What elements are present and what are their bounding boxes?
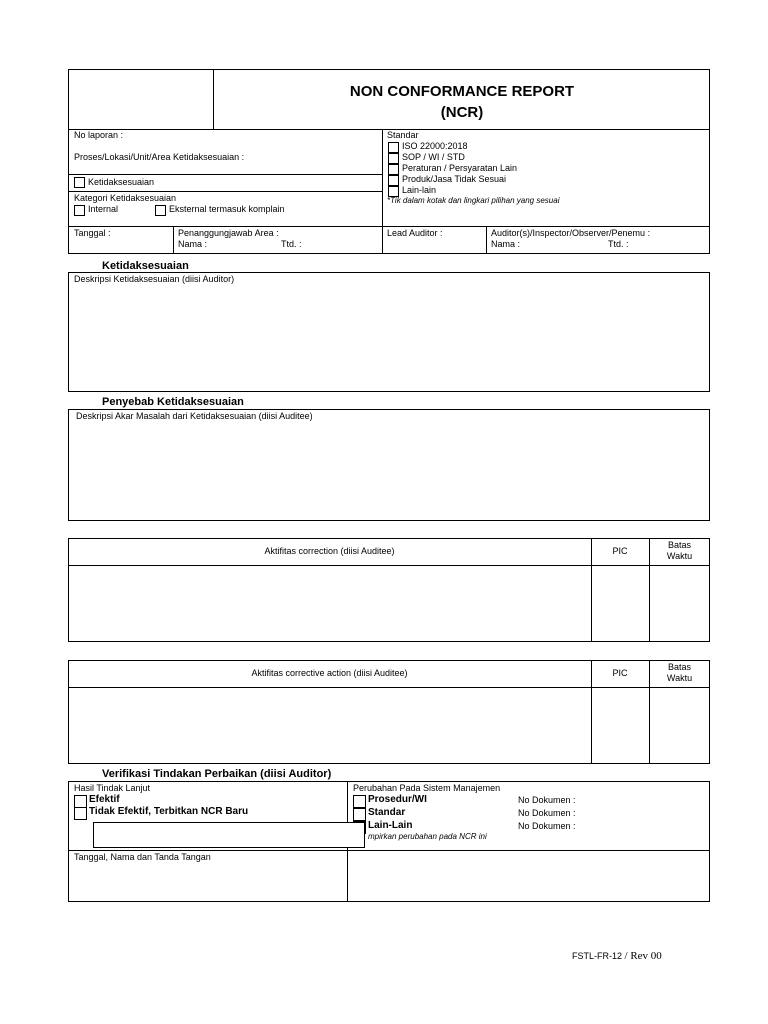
correction-pic-cell[interactable] xyxy=(592,566,649,641)
standar-option-checkbox[interactable] xyxy=(388,164,399,175)
corrective-batas-header: Batas xyxy=(667,662,691,672)
correction-activity-header: Aktifitas correction (diisi Auditee) xyxy=(264,546,395,556)
deskripsi-akar-masalah-box[interactable] xyxy=(68,409,710,521)
nama-label: Nama : xyxy=(491,239,521,249)
ketidaksesuaian-label: Ketidaksesuaian xyxy=(88,177,155,187)
prosedur-checkbox[interactable] xyxy=(353,795,366,808)
tanggal-nama-ttd-label: Tanggal, Nama dan Tanda Tangan xyxy=(74,852,211,862)
standar-option-checkbox[interactable] xyxy=(388,153,399,164)
corrective-pic-cell[interactable] xyxy=(592,688,649,763)
internal-checkbox[interactable] xyxy=(74,205,85,216)
standar-option: Lain-lain xyxy=(402,185,437,195)
deskripsi-ketidaksesuaian-box[interactable] xyxy=(68,272,710,392)
kategori-label: Kategori Ketidaksesuaian xyxy=(74,193,177,203)
standar-label: Standar xyxy=(387,130,419,140)
correction-pic-header: PIC xyxy=(612,546,628,556)
deskripsi-akar-masalah-label: Deskripsi Akar Masalah dari Ketidaksesuaian (diisi Auditee) xyxy=(76,411,313,421)
sig-divider-1 xyxy=(173,226,174,254)
report-subtitle: (NCR) xyxy=(440,104,484,121)
form-code xyxy=(572,950,662,962)
correction-waktu-header: Waktu xyxy=(666,551,693,561)
form-code-number: FSTL-FR-12 xyxy=(572,951,623,961)
tanggal-label: Tanggal : xyxy=(74,228,111,238)
overlay-text-box[interactable] xyxy=(93,822,365,848)
standar-option: Peraturan / Persyaratan Lain xyxy=(402,163,518,173)
efektif-label: Efektif xyxy=(89,794,120,805)
corrective-pic-header: PIC xyxy=(612,668,628,678)
logo-area xyxy=(69,70,213,129)
prosedur-label: Prosedur/WI xyxy=(368,794,427,805)
deskripsi-ketidaksesuaian-label: Deskripsi Ketidaksesuaian (diisi Auditor) xyxy=(74,274,235,284)
lead-auditor-label: Lead Auditor : xyxy=(387,228,443,238)
lampiran-note: mpirkan perubahan pada NCR ini xyxy=(368,832,487,841)
standar-label: Standar xyxy=(368,807,406,818)
sig-divider-2 xyxy=(382,226,383,254)
standar-option: ISO 22000:2018 xyxy=(402,141,468,151)
standar-option: SOP / WI / STD xyxy=(402,152,465,162)
tidak-efektif-checkbox[interactable] xyxy=(74,807,87,820)
lain-lain-label: Lain-Lain xyxy=(368,820,413,831)
perubahan-label: Perubahan Pada Sistem Manajemen xyxy=(353,783,501,793)
penyebab-heading: Penyebab Ketidaksesuaian xyxy=(102,396,244,408)
eksternal-label: Eksternal termasuk komplain xyxy=(169,204,285,214)
verifikasi-heading: Verifikasi Tindakan Perbaikan (diisi Auditor) xyxy=(102,768,332,780)
corrective-waktu-header: Waktu xyxy=(666,673,693,683)
standar-checkbox[interactable] xyxy=(353,808,366,821)
signature-cell-left[interactable] xyxy=(69,864,347,901)
info-line-1 xyxy=(68,174,382,175)
corrective-activity-header: Aktifitas corrective action (diisi Auditee) xyxy=(251,668,408,678)
ketidaksesuaian-checkbox[interactable] xyxy=(74,177,85,188)
signature-cell-right[interactable] xyxy=(348,851,709,901)
correction-batas-header: Batas xyxy=(667,540,691,550)
report-title: NON CONFORMANCE REPORT xyxy=(349,83,575,100)
eksternal-checkbox[interactable] xyxy=(155,205,166,216)
form-code-rev: / Rev 00 xyxy=(624,950,662,962)
correction-activity-cell[interactable] xyxy=(69,566,591,641)
auditors-label: Auditor(s)/Inspector/Observer/Penemu : xyxy=(491,228,651,238)
ttd-label: Ttd. : xyxy=(608,239,629,249)
sig-divider-3 xyxy=(486,226,487,254)
tidak-efektif-label: Tidak Efektif, Terbitkan NCR Baru xyxy=(89,806,249,817)
standar-option-checkbox[interactable] xyxy=(388,175,399,186)
ketidaksesuaian-heading: Ketidaksesuaian xyxy=(102,260,189,272)
info-line-2 xyxy=(68,191,382,192)
hasil-tindak-lanjut-label: Hasil Tindak Lanjut xyxy=(74,783,151,793)
corrective-batas-cell[interactable] xyxy=(650,688,709,763)
ttd-label: Ttd. : xyxy=(281,239,302,249)
standar-option-checkbox[interactable] xyxy=(388,142,399,153)
standar-note: *Tik dalam kotak dan lingkari pilihan yang sesuai xyxy=(387,196,560,205)
proses-label: Proses/Lokasi/Unit/Area Ketidaksesuaian : xyxy=(74,152,245,162)
info-divider xyxy=(382,129,383,227)
no-dokumen-label: No Dokumen : xyxy=(518,795,576,805)
no-dokumen-label: No Dokumen : xyxy=(518,821,576,831)
no-dokumen-label: No Dokumen : xyxy=(518,808,576,818)
standar-option: Produk/Jasa Tidak Sesuai xyxy=(402,174,507,184)
penanggungjawab-label: Penanggungjawab Area : xyxy=(178,228,279,238)
correction-batas-cell[interactable] xyxy=(650,566,709,641)
internal-label: Internal xyxy=(88,204,119,214)
corrective-activity-cell[interactable] xyxy=(69,688,591,763)
nama-label: Nama : xyxy=(178,239,208,249)
no-laporan-label: No laporan : xyxy=(74,130,124,140)
